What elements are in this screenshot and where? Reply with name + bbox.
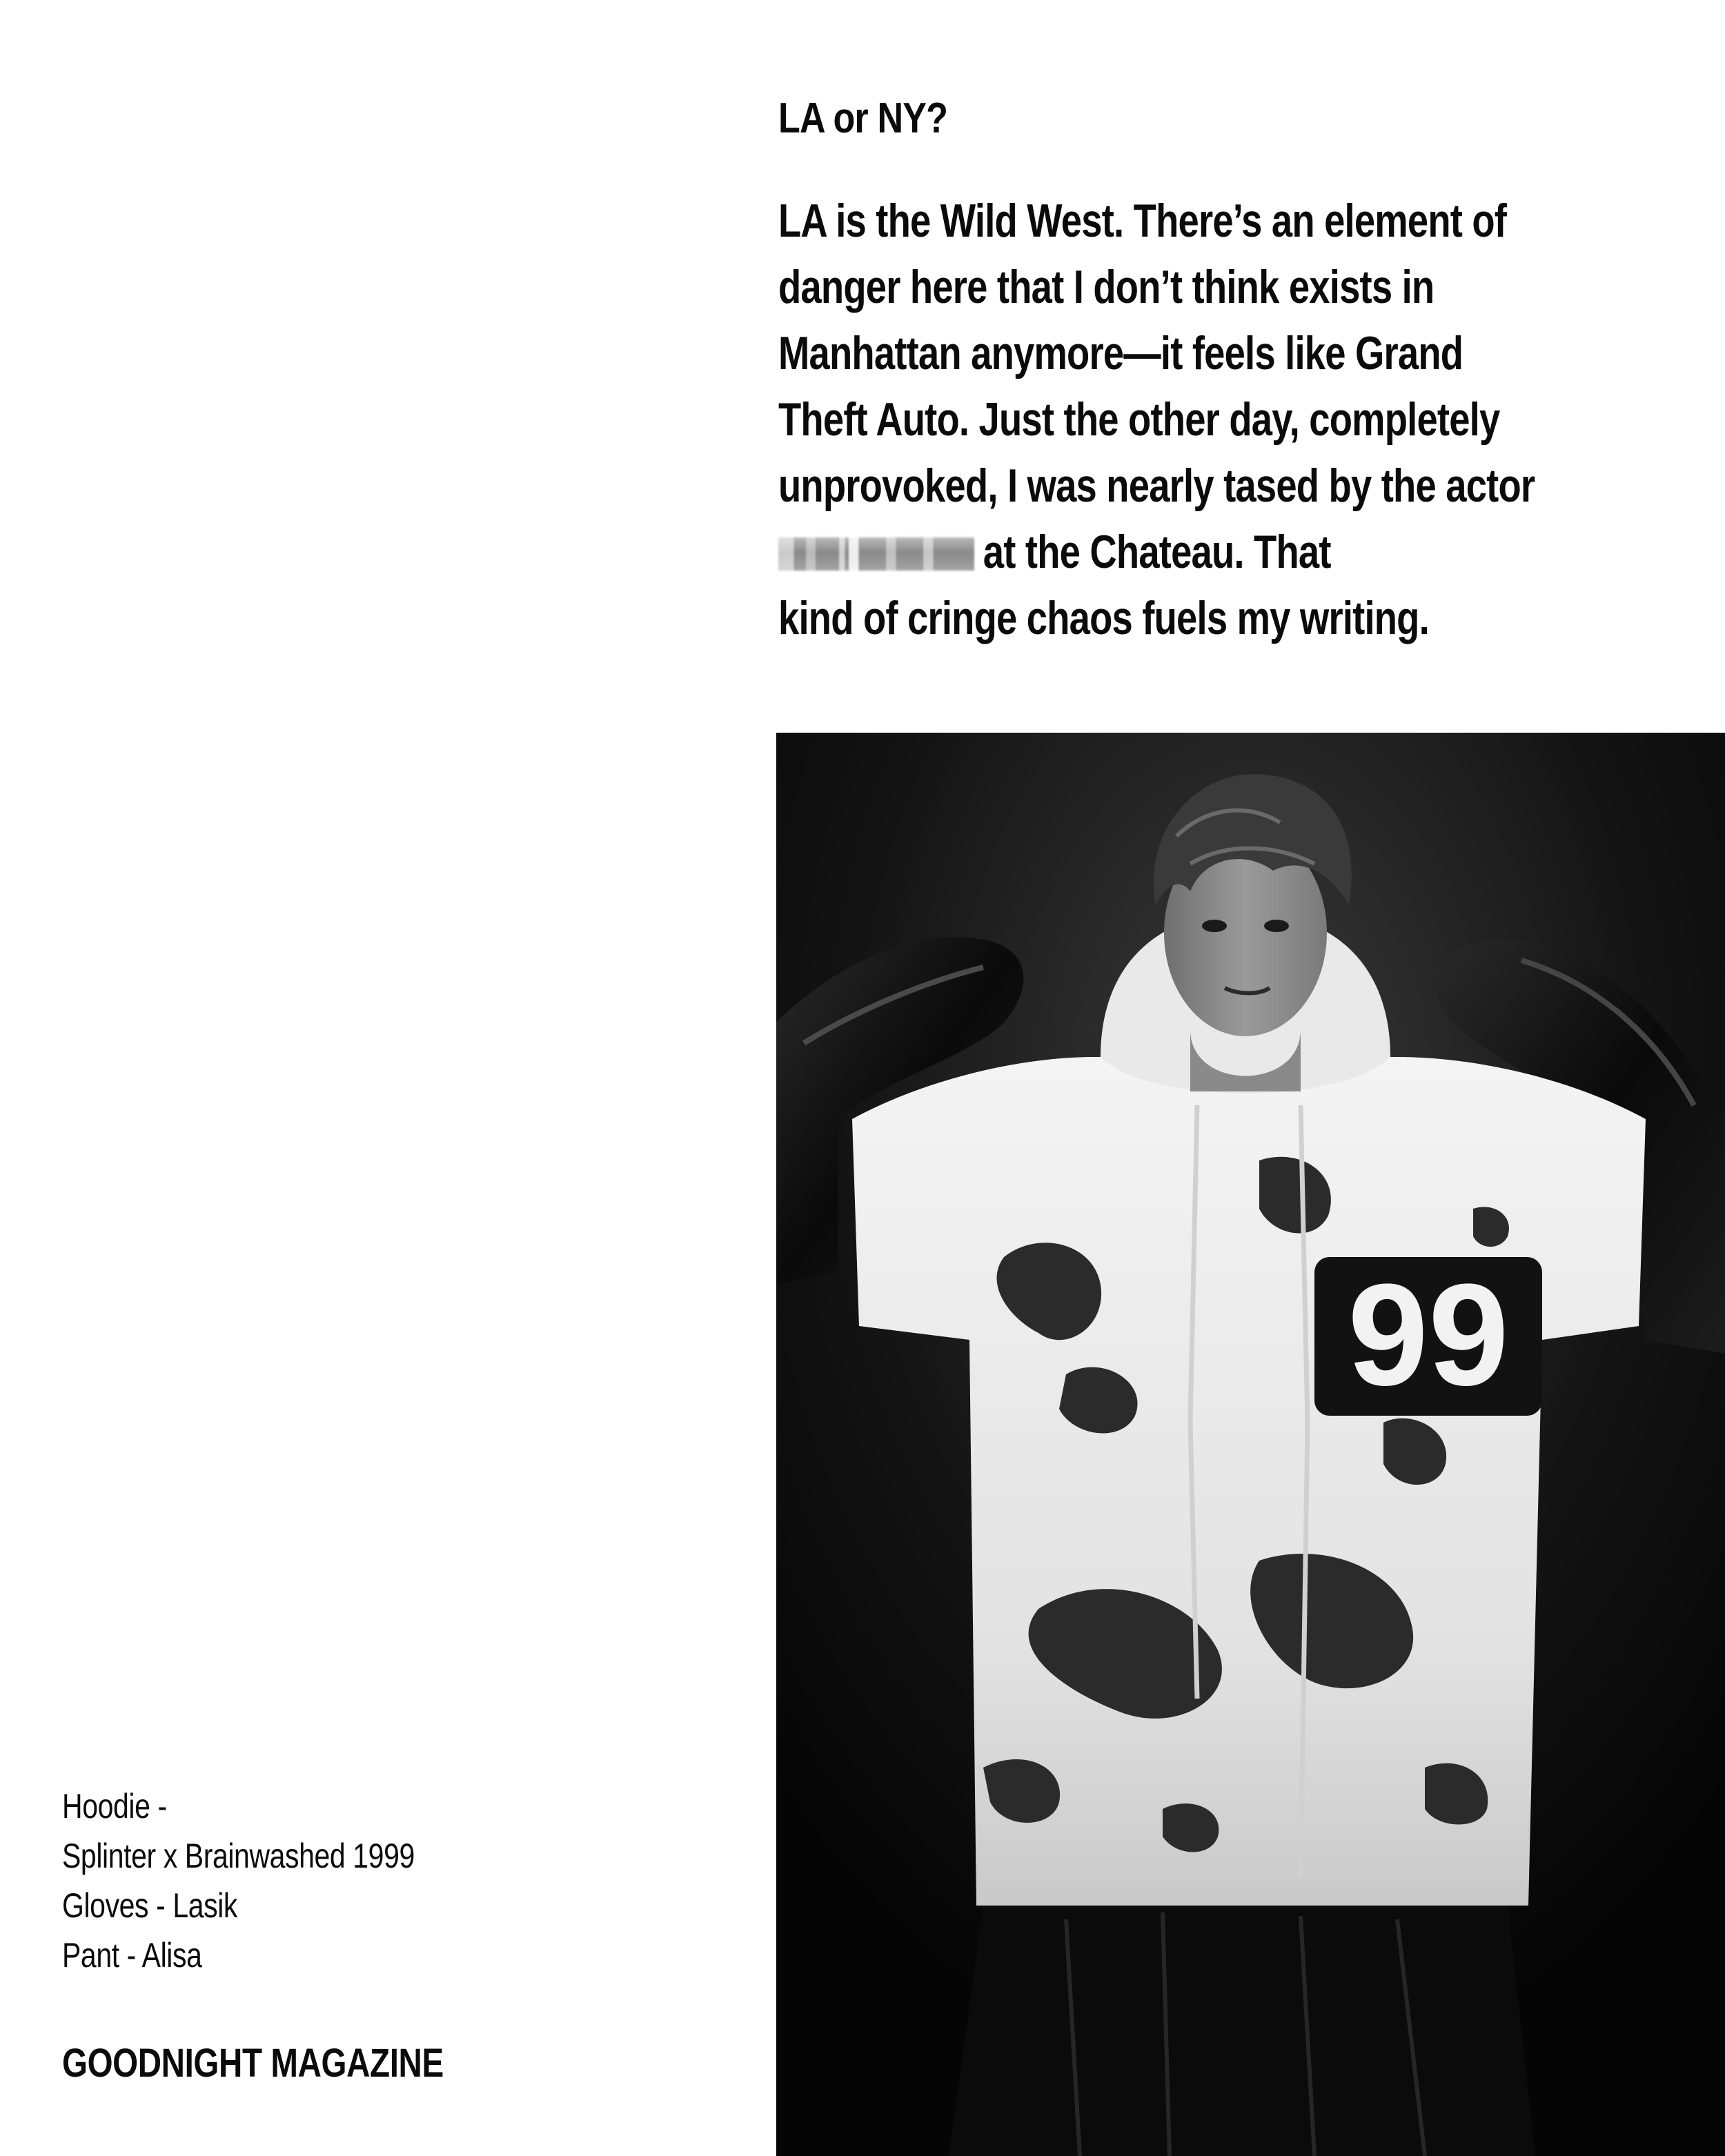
magazine-brand: GOODNIGHT MAGAZINE <box>62 2041 444 2086</box>
answer-line: kind of cringe chaos fuels my writing. <box>778 592 1429 644</box>
portrait-photo <box>776 733 1725 2156</box>
credit-line: Hoodie - <box>62 1787 167 1826</box>
credit-line: Pant - Alisa <box>62 1936 202 1975</box>
redacted-name-blur <box>778 537 974 571</box>
answer-line: Manhattan anymore—it feels like Grand <box>778 327 1463 379</box>
answer-line-tail: at the Chateau. That <box>983 526 1331 578</box>
interview-question: LA or NY? <box>778 95 948 142</box>
answer-line: LA is the Wild West. There’s an element of <box>778 195 1507 247</box>
svg-text:99: 99 <box>1348 1254 1509 1416</box>
credit-line: Splinter x Brainwashed 1999 <box>62 1837 415 1875</box>
answer-line: Theft Auto. Just the other day, completely <box>778 393 1500 446</box>
interview-answer <box>778 188 1535 651</box>
answer-line: danger here that I don’t think exists in <box>778 261 1435 313</box>
answer-line: unprovoked, I was nearly tased by the actor <box>778 459 1535 512</box>
hoodie-99-patch <box>1314 1254 1542 1416</box>
credit-line: Gloves - Lasik <box>62 1886 238 1925</box>
outfit-credits <box>62 1781 415 1980</box>
portrait-illustration <box>776 733 1725 2156</box>
pants-shape <box>949 1906 1535 2156</box>
answer-line-redacted <box>778 519 1535 585</box>
